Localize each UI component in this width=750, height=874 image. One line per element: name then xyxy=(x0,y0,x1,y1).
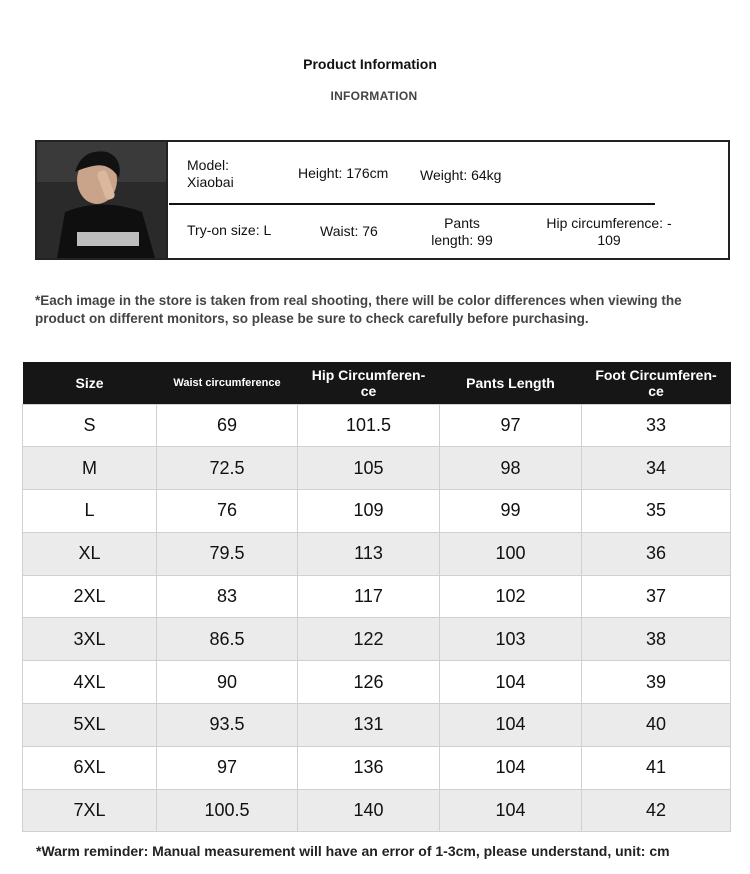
table-cell: 2XL xyxy=(23,575,157,618)
table-cell: 100.5 xyxy=(157,789,298,832)
table-cell: 4XL xyxy=(23,661,157,704)
warm-reminder: *Warm reminder: Manual measurement will have an error of 1-3cm, please understand, unit: cm xyxy=(36,843,670,859)
table-cell: 136 xyxy=(298,746,440,789)
table-cell: 98 xyxy=(440,447,582,490)
table-cell: 90 xyxy=(157,661,298,704)
table-cell: 97 xyxy=(440,404,582,447)
table-row xyxy=(23,532,731,575)
table-cell: 76 xyxy=(157,490,298,533)
page-title: Product Information xyxy=(303,56,437,72)
model-label: Model: xyxy=(187,157,230,173)
header-pants-length: Pants Length xyxy=(440,362,582,404)
table-cell: 83 xyxy=(157,575,298,618)
table-cell: 34 xyxy=(582,447,731,490)
table-cell: 7XL xyxy=(23,789,157,832)
table-cell: 41 xyxy=(582,746,731,789)
model-hip-value: 109 xyxy=(597,232,621,248)
table-cell: 105 xyxy=(298,447,440,490)
table-row xyxy=(23,575,731,618)
color-difference-note: *Each image in the store is taken from real shooting, there will be color differences when viewing the product on different monitors, so please be sure to check carefully before purchasing. xyxy=(35,293,682,326)
header-size: Size xyxy=(23,362,157,404)
table-row xyxy=(23,704,731,747)
table-cell: XL xyxy=(23,532,157,575)
table-cell: 100 xyxy=(440,532,582,575)
table-cell: 104 xyxy=(440,789,582,832)
table-cell: 33 xyxy=(582,404,731,447)
table-cell: 126 xyxy=(298,661,440,704)
model-pants-value: length: 99 xyxy=(431,232,493,248)
table-cell: 93.5 xyxy=(157,704,298,747)
tryon-size: Try-on size: L xyxy=(187,222,272,238)
table-row xyxy=(23,789,731,832)
model-pants-label: Pants xyxy=(444,215,480,231)
table-cell: 72.5 xyxy=(157,447,298,490)
table-cell: 3XL xyxy=(23,618,157,661)
table-cell: 101.5 xyxy=(298,404,440,447)
table-cell: L xyxy=(23,490,157,533)
table-cell: 36 xyxy=(582,532,731,575)
header-hip: Hip Circumferen- ce xyxy=(298,362,440,404)
table-cell: 38 xyxy=(582,618,731,661)
table-cell: 39 xyxy=(582,661,731,704)
model-name: Xiaobai xyxy=(187,174,234,190)
table-cell: 131 xyxy=(298,704,440,747)
model-info-divider xyxy=(169,203,655,205)
table-cell: 40 xyxy=(582,704,731,747)
table-cell: 86.5 xyxy=(157,618,298,661)
model-height: Height: 176cm xyxy=(298,165,389,181)
header-waist: Waist circumference xyxy=(157,362,298,404)
table-cell: 104 xyxy=(440,704,582,747)
model-photo xyxy=(37,142,168,258)
model-weight: Weight: 64kg xyxy=(420,167,502,183)
table-cell: 79.5 xyxy=(157,532,298,575)
table-row xyxy=(23,490,731,533)
table-row xyxy=(23,404,731,447)
model-photo-illustration xyxy=(37,142,168,258)
table-cell: 6XL xyxy=(23,746,157,789)
table-cell: 102 xyxy=(440,575,582,618)
table-cell: 69 xyxy=(157,404,298,447)
table-row xyxy=(23,447,731,490)
table-row xyxy=(23,618,731,661)
model-waist: Waist: 76 xyxy=(320,223,378,239)
header-foot: Foot Circumferen- ce xyxy=(582,362,731,404)
table-cell: S xyxy=(23,404,157,447)
table-cell: 113 xyxy=(298,532,440,575)
table-cell: 117 xyxy=(298,575,440,618)
page-subtitle: INFORMATION xyxy=(330,89,418,103)
table-cell: M xyxy=(23,447,157,490)
table-cell: 104 xyxy=(440,746,582,789)
size-chart-table xyxy=(22,362,731,832)
table-cell: 35 xyxy=(582,490,731,533)
table-cell: 140 xyxy=(298,789,440,832)
table-cell: 109 xyxy=(298,490,440,533)
table-header-row xyxy=(23,362,731,404)
table-cell: 104 xyxy=(440,661,582,704)
table-cell: 37 xyxy=(582,575,731,618)
table-cell: 122 xyxy=(298,618,440,661)
table-cell: 42 xyxy=(582,789,731,832)
table-cell: 103 xyxy=(440,618,582,661)
model-hip-label: Hip circumference: - xyxy=(546,215,672,231)
table-cell: 97 xyxy=(157,746,298,789)
table-cell: 99 xyxy=(440,490,582,533)
table-row xyxy=(23,661,731,704)
table-cell: 5XL xyxy=(23,704,157,747)
table-row xyxy=(23,746,731,789)
model-info-card xyxy=(35,140,730,260)
